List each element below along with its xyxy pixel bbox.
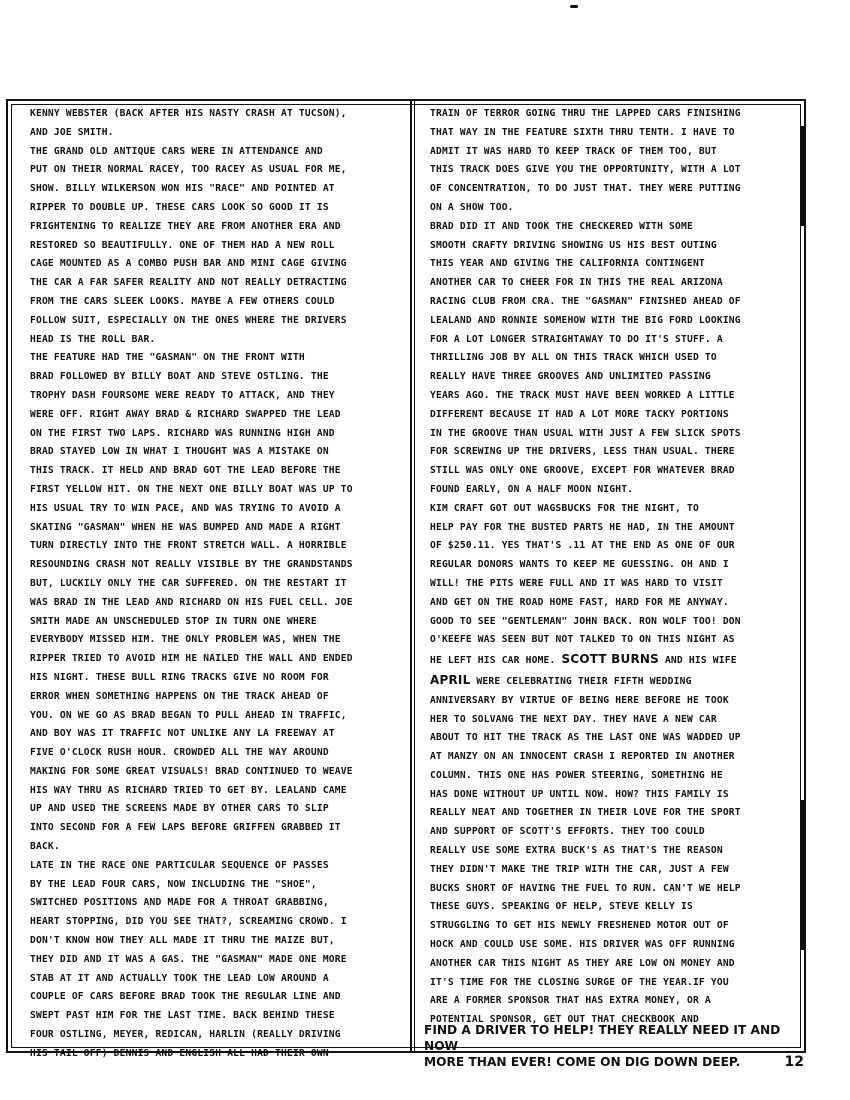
text-line: COUPLE OF CARS BEFORE BRAD TOOK THE REGULAR LINE AND: [30, 991, 341, 1003]
text-line: BRAD FOLLOWED BY BILLY BOAT AND STEVE OSTLING. THE: [30, 371, 329, 383]
text-line: IN THE GROOVE THAN USUAL WITH JUST A FEW SLICK SPOTS: [430, 427, 741, 439]
text-line: OF CONCENTRATION, TO DO JUST THAT. THEY WERE PUTTING: [430, 183, 741, 195]
text-line: TURN DIRECTLY INTO THE FRONT STRETCH WALL. A HORRIBLE: [30, 540, 347, 552]
name-scott-burns: SCOTT BURNS: [561, 652, 659, 667]
text-line: SKATING "GASMAN" WHEN HE WAS BUMPED AND MADE A RIGHT: [30, 521, 341, 533]
text-line: FIVE O'CLOCK RUSH HOUR. CROWDED ALL THE WAY AROUND: [30, 747, 329, 759]
text-line: RACING CLUB FROM CRA. THE "GASMAN" FINISHED AHEAD OF: [430, 295, 741, 307]
text-line: TRAIN OF TERROR GOING THRU THE LAPPED CARS FINISHING: [430, 108, 741, 119]
column-divider: [410, 101, 415, 1051]
text-line: AND SUPPORT OF SCOTT'S EFFORTS. THEY TOO COULD: [430, 826, 705, 838]
text-line: ON THE FIRST TWO LAPS. RICHARD WAS RUNNING HIGH AND: [30, 427, 335, 439]
text-line: HEART STOPPING, DID YOU SEE THAT?, SCREAMING CROWD. I: [30, 916, 347, 928]
text-line: THEY DID AND IT WAS A GAS. THE "GASMAN" MADE ONE MORE: [30, 953, 347, 965]
special-line: APRIL WERE CELEBRATING THEIR FIFTH WEDDING: [430, 672, 692, 687]
text-line: HIS NIGHT. THESE BULL RING TRACKS GIVE NO ROOM FOR: [30, 671, 329, 683]
special-line: HE LEFT HIS CAR HOME. SCOTT BURNS AND HIS WIFE: [430, 652, 737, 667]
text-line: SWITCHED POSITIONS AND MADE FOR A THROAT GRABBING,: [30, 897, 329, 909]
text-line: AT MANZY ON AN INNOCENT CRASH I REPORTED IN ANOTHER: [430, 751, 735, 763]
text-line: AND GET ON THE ROAD HOME FAST, HARD FOR ME ANYWAY.: [430, 596, 729, 608]
text-line: REALLY HAVE THREE GROOVES AND UNLIMITED PASSING: [430, 371, 711, 383]
page-number: 12: [784, 1054, 804, 1070]
text-line: HELP PAY FOR THE BUSTED PARTS HE HAD, IN THE AMOUNT: [430, 521, 735, 533]
text-line: RIPPER TRIED TO AVOID HIM HE NAILED THE WALL AND ENDED: [30, 653, 353, 665]
left-column: [30, 105, 400, 1064]
text-line: LEALAND AND RONNIE SOMEHOW WITH THE BIG FORD LOOKING: [430, 314, 741, 326]
text-line: THESE GUYS. SPEAKING OF HELP, STEVE KELLY IS: [430, 901, 693, 913]
text-line: BUT, LUCKILY ONLY THE CAR SUFFERED. ON THE RESTART IT: [30, 577, 347, 589]
text-line: BRAD DID IT AND TOOK THE CHECKERED WITH SOME: [430, 220, 693, 232]
text-line: GOOD TO SEE "GENTLEMAN" JOHN BACK. RON WOLF TOO! DON: [430, 615, 741, 627]
text-line: LATE IN THE RACE ONE PARTICULAR SEQUENCE OF PASSES: [30, 859, 329, 871]
text-line: HIS USUAL TRY TO WIN PACE, AND WAS TRYING TO AVOID A: [30, 502, 341, 514]
text-line: HAS DONE WITHOUT UP UNTIL NOW. HOW? THIS FAMILY IS: [430, 788, 729, 800]
footer-line-1: FIND A DRIVER TO HELP! THEY REALLY NEED IT AND NOW: [424, 1023, 781, 1053]
scan-mark: [570, 5, 578, 8]
text-line: HIS TAIL OFF) DENNIS AND ENGLISH ALL HAD THEIR OWN: [30, 1047, 329, 1059]
text-line: THAT WAY IN THE FEATURE SIXTH THRU TENTH. I HAVE TO: [430, 126, 735, 138]
text-line: KENNY WEBSTER (BACK AFTER HIS NASTY CRASH AT TUCSON),: [30, 108, 347, 119]
text-line: FOR SCREWING UP THE DRIVERS, LESS THAN USUAL. THERE: [430, 446, 735, 458]
text-line: BY THE LEAD FOUR CARS, NOW INCLUDING THE "SHOE",: [30, 878, 317, 890]
text-line: REALLY NEAT AND TOGETHER IN THEIR LOVE FOR THE SPORT: [430, 807, 741, 819]
text-line: PUT ON THEIR NORMAL RACEY, TOO RACEY AS USUAL FOR ME,: [30, 164, 347, 176]
text-line: ANOTHER CAR TO CHEER FOR IN THIS THE REAL ARIZONA: [430, 277, 723, 289]
text-line: ADMIT IT WAS HARD TO KEEP TRACK OF THEM TOO, BUT: [430, 145, 717, 157]
text-line: THIS TRACK DOES GIVE YOU THE OPPORTUNITY, WITH A LOT: [430, 164, 741, 176]
text-line: ANNIVERSARY BY VIRTUE OF BEING HERE BEFORE HE TOOK: [430, 694, 729, 706]
text-line: ABOUT TO HIT THE TRACK AS THE LAST ONE WAS WADDED UP: [430, 732, 741, 744]
text-line: FIRST YELLOW HIT. ON THE NEXT ONE BILLY BOAT WAS UP TO: [30, 483, 353, 495]
text-line: SMITH MADE AN UNSCHEDULED STOP IN TURN ONE WHERE: [30, 615, 317, 627]
text-line: THIS YEAR AND GIVING THE CALIFORNIA CONTINGENT: [430, 258, 705, 270]
text-line: ON A SHOW TOO.: [430, 201, 514, 213]
edge-bar: [800, 126, 804, 226]
text-line: AND JOE SMITH.: [30, 126, 114, 138]
text-line: YOU. ON WE GO AS BRAD BEGAN TO PULL AHEAD IN TRAFFIC,: [30, 709, 347, 721]
text-line: WERE OFF. RIGHT AWAY BRAD & RICHARD SWAPPED THE LEAD: [30, 408, 341, 420]
text-line: SHOW. BILLY WILKERSON WON HIS "RACE" AND POINTED AT: [30, 183, 335, 195]
text-line: ERROR WHEN SOMETHING HAPPENS ON THE TRACK AHEAD OF: [30, 690, 329, 702]
text-line: THE FEATURE HAD THE "GASMAN" ON THE FRONT WITH: [30, 352, 305, 364]
text-line: IT'S TIME FOR THE CLOSING SURGE OF THE YEAR.IF YOU: [430, 976, 729, 988]
text-line: STRUGGLING TO GET HIS NEWLY FRESHENED MOTOR OUT OF: [430, 920, 729, 932]
text-line: FOUND EARLY, ON A HALF MOON NIGHT.: [430, 483, 634, 495]
text-line: HOCK AND COULD USE SOME. HIS DRIVER WAS OFF RUNNING: [430, 939, 735, 951]
text-line: BACK.: [30, 841, 60, 853]
text-line: FRIGHTENING TO REALIZE THEY ARE FROM ANOTHER ERA AND: [30, 220, 341, 232]
text-line: FOLLOW SUIT, ESPECIALLY ON THE ONES WHERE THE DRIVERS: [30, 314, 347, 326]
text-line: EVERYBODY MISSED HIM. THE ONLY PROBLEM WAS, WHEN THE: [30, 634, 341, 646]
text-line: WILL! THE PITS WERE FULL AND IT WAS HARD TO VISIT: [430, 577, 723, 589]
footer-line-2: MORE THAN EVER! COME ON DIG DOWN DEEP.: [424, 1055, 741, 1069]
text-line: THE GRAND OLD ANTIQUE CARS WERE IN ATTENDANCE AND: [30, 145, 323, 157]
text-line: OF $250.11. YES THAT'S .11 AT THE END AS ONE OF OUR: [430, 540, 735, 552]
text-line: BRAD STAYED LOW IN WHAT I THOUGHT WAS A MISTAKE ON: [30, 446, 329, 458]
text-line: AND BOY WAS IT TRAFFIC NOT UNLIKE ANY LA FREEWAY AT: [30, 728, 335, 740]
text-line: STAB AT IT AND ACTUALLY TOOK THE LEAD LOW AROUND A: [30, 972, 329, 984]
text-line: REGULAR DONORS WANTS TO KEEP ME GUESSING. OH AND I: [430, 559, 729, 571]
right-column: [430, 105, 800, 1030]
text-line: TROPHY DASH FOURSOME WERE READY TO ATTACK, AND THEY: [30, 389, 335, 401]
text-line: DON'T KNOW HOW THEY ALL MADE IT THRU THE MAIZE BUT,: [30, 935, 335, 947]
text-line: YEARS AGO. THE TRACK MUST HAVE BEEN WORKED A LITTLE: [430, 389, 735, 401]
text-line: RESTORED SO BEAUTIFULLY. ONE OF THEM HAD A NEW ROLL: [30, 239, 335, 251]
text-line: HER TO SOLVANG THE NEXT DAY. THEY HAVE A NEW CAR: [430, 713, 717, 725]
text-line: REALLY USE SOME EXTRA BUCK'S AS THAT'S THE REASON: [430, 845, 723, 857]
text-line: DIFFERENT BECAUSE IT HAD A LOT MORE TACKY PORTIONS: [430, 408, 729, 420]
text-line: BUCKS SHORT OF HAVING THE FUEL TO RUN. CAN'T WE HELP: [430, 882, 741, 894]
text-line: ANOTHER CAR THIS NIGHT AS THEY ARE LOW ON MONEY AND: [430, 957, 735, 969]
name-april: APRIL: [430, 672, 471, 687]
text-line: THE CAR A FAR SAFER REALITY AND NOT REALLY DETRACTING: [30, 277, 347, 289]
text-line: THRILLING JOB BY ALL ON THIS TRACK WHICH USED TO: [430, 352, 717, 364]
text-line: HEAD IS THE ROLL BAR.: [30, 333, 156, 345]
text-line: CAGE MOUNTED AS A COMBO PUSH BAR AND MINI CAGE GIVING: [30, 258, 347, 270]
text-line: FOR A LOT LONGER STRAIGHTAWAY TO DO IT'S STUFF. A: [430, 333, 723, 345]
text-line: COLUMN. THIS ONE HAS POWER STEERING, SOMETHING HE: [430, 769, 723, 781]
text-line: THEY DIDN'T MAKE THE TRIP WITH THE CAR, JUST A FEW: [430, 863, 729, 875]
text-line: SWEPT PAST HIM FOR THE LAST TIME. BACK BEHIND THESE: [30, 1010, 335, 1022]
text-line: RESOUNDING CRASH NOT REALLY VISIBLE BY THE GRANDSTANDS: [30, 559, 353, 571]
text-line: RIPPER TO DOUBLE UP. THESE CARS LOOK SO GOOD IT IS: [30, 201, 329, 213]
text-line: HIS WAY THRU AS RICHARD TRIED TO GET BY. LEALAND CAME: [30, 784, 347, 796]
text-line: ARE A FORMER SPONSOR THAT HAS EXTRA MONEY, OR A: [430, 995, 711, 1007]
footer: [424, 1022, 804, 1070]
text-line: FOUR OSTLING, MEYER, REDICAN, HARLIN (REALLY DRIVING: [30, 1029, 341, 1041]
text-line: POTENTIAL SPONSOR, GET OUT THAT CHECKBOOK AND: [430, 1014, 699, 1026]
text-line: FROM THE CARS SLEEK LOOKS. MAYBE A FEW OTHERS COULD: [30, 295, 335, 307]
text-line: THIS TRACK. IT HELD AND BRAD GOT THE LEAD BEFORE THE: [30, 465, 341, 477]
text-line: SMOOTH CRAFTY DRIVING SHOWING US HIS BEST OUTING: [430, 239, 717, 251]
text-line: O'KEEFE WAS SEEN BUT NOT TALKED TO ON THIS NIGHT AS: [430, 634, 735, 646]
text-line: UP AND USED THE SCREENS MADE BY OTHER CARS TO SLIP: [30, 803, 329, 815]
text-line: INTO SECOND FOR A FEW LAPS BEFORE GRIFFEN GRABBED IT: [30, 822, 341, 834]
text-line: MAKING FOR SOME GREAT VISUALS! BRAD CONTINUED TO WEAVE: [30, 765, 353, 777]
text-line: STILL WAS ONLY ONE GROOVE, EXCEPT FOR WHATEVER BRAD: [430, 465, 735, 477]
text-line: KIM CRAFT GOT OUT WAGSBUCKS FOR THE NIGHT, TO: [430, 502, 699, 514]
edge-bar: [800, 800, 804, 950]
text-line: WAS BRAD IN THE LEAD AND RICHARD ON HIS FUEL CELL. JOE: [30, 596, 353, 608]
